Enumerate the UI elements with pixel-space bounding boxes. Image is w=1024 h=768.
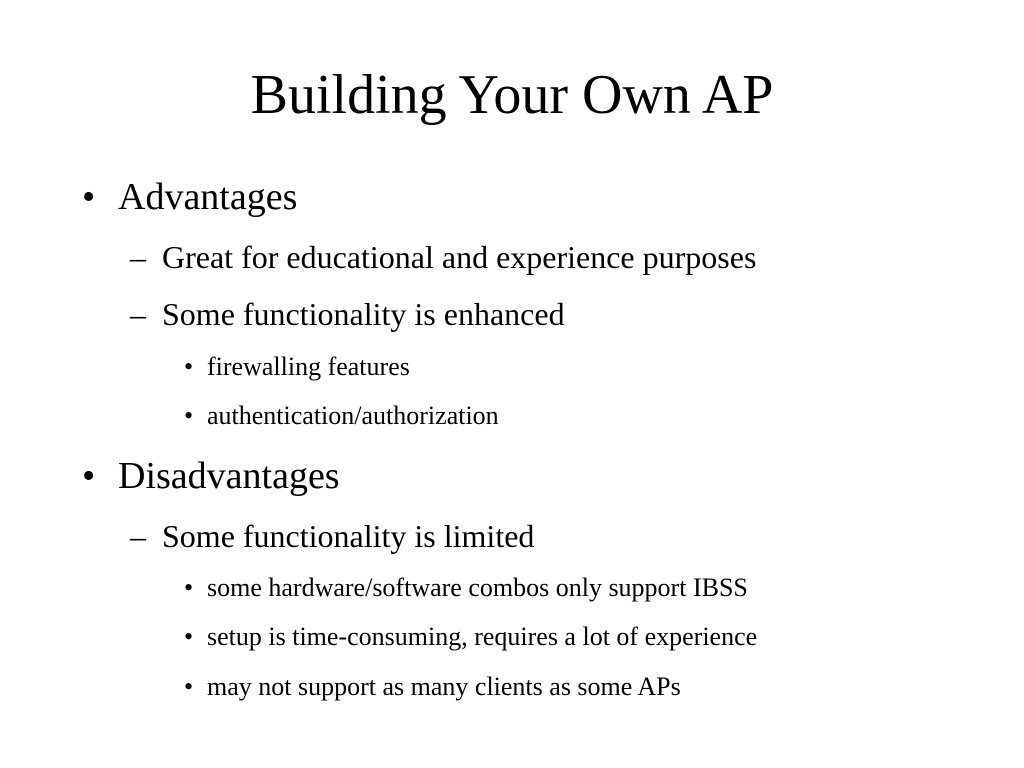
sub-sub-bullet-text: may not support as many clients as some APs <box>207 672 681 701</box>
small-bullet-marker: • <box>184 352 194 381</box>
bullet-marker: • <box>82 455 96 497</box>
dash-marker: – <box>130 518 146 554</box>
small-bullet-marker: • <box>184 672 194 701</box>
small-bullet-marker: • <box>184 401 194 430</box>
bullet-label-advantages: Advantages <box>118 176 298 218</box>
sub-bullet-text: Some functionality is enhanced <box>162 296 565 332</box>
bullet-label-disadvantages: Disadvantages <box>118 455 340 497</box>
dash-marker: – <box>130 239 146 275</box>
small-bullet-marker: • <box>184 622 194 651</box>
bullet-marker: • <box>82 176 96 218</box>
sub-bullet-text: Some functionality is limited <box>162 518 535 554</box>
sub-sub-bullet-text: some hardware/software combos only support IBSS <box>207 573 748 602</box>
small-bullet-marker: • <box>184 573 194 602</box>
slide-title: Building Your Own AP <box>250 64 774 126</box>
sub-bullet-text: Great for educational and experience purposes <box>162 239 757 275</box>
sub-sub-bullet-text: firewalling features <box>207 352 410 381</box>
dash-marker: – <box>130 296 146 332</box>
sub-sub-bullet-text: authentication/authorization <box>207 401 499 430</box>
sub-sub-bullet-text: setup is time-consuming, requires a lot of experience <box>207 622 758 651</box>
